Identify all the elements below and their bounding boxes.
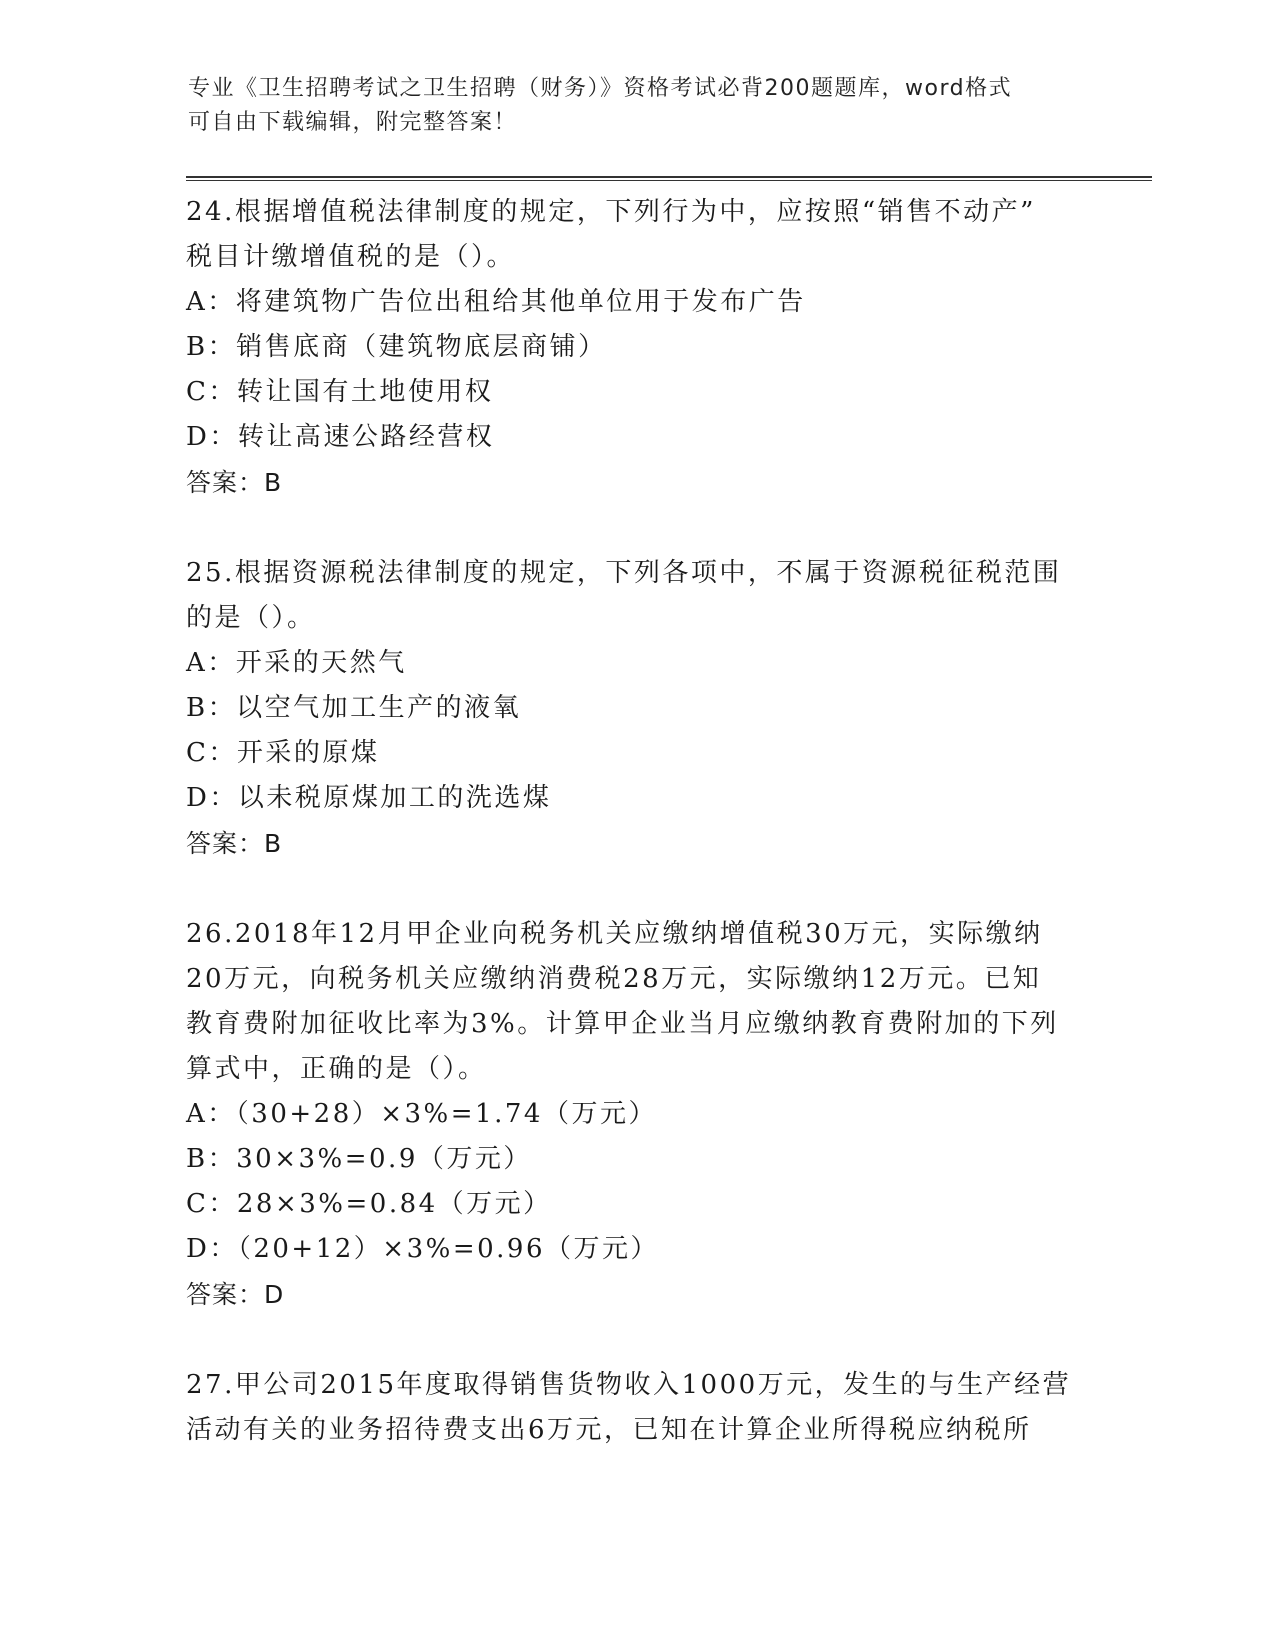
question-stem-line: 税目计缴增值税的是（）。 [186,242,516,272]
option-d: D：以未税原煤加工的洗选煤 [186,783,552,813]
option-c: C：28×3%=0.84（万元） [186,1189,552,1219]
question-stem-line: 活动有关的业务招待费支出6万元，已知在计算企业所得税应纳税所 [186,1415,1032,1445]
option-b: B：以空气加工生产的液氧 [186,693,522,723]
option-c: C：转让国有土地使用权 [186,377,494,407]
question-list [186,190,1086,1499]
question-stem-line: 25.根据资源税法律制度的规定，下列各项中，不属于资源税征税范围 [186,558,1062,588]
question-24 [186,190,1086,505]
question-stem-line: 24.根据增值税法律制度的规定，下列行为中，应按照“销售不动产” [186,197,1036,227]
question-stem-line: 教育费附加征收比率为3%。计算甲企业当月应缴纳教育费附加的下列 [186,1009,1059,1039]
option-a: A：开采的天然气 [186,648,407,678]
option-c: C：开采的原煤 [186,738,380,768]
option-d: D：转让高速公路经营权 [186,422,495,452]
header-line-1: 专业《卫生招聘考试之卫生招聘（财务）》资格考试必背200题题库，word格式 [188,76,1013,101]
question-stem-line: 20万元，向税务机关应缴纳消费税28万元，实际缴纳12万元。已知 [186,964,1042,994]
answer: 答案：B [186,468,283,497]
question-27 [186,1363,1086,1453]
answer: 答案：D [186,1280,285,1309]
question-25 [186,551,1086,866]
header-rule [186,176,1152,181]
option-b: B：销售底商（建筑物底层商铺） [186,332,607,362]
question-stem-line: 26.2018年12月甲企业向税务机关应缴纳增值税30万元，实际缴纳 [186,919,1043,949]
option-a: A：将建筑物广告位出租给其他单位用于发布广告 [186,287,806,317]
question-stem-line: 的是（）。 [186,603,316,633]
option-a: A：（30+28）×3%=1.74（万元） [186,1099,657,1129]
question-stem-line: 算式中，正确的是（）。 [186,1054,487,1084]
option-d: D：（20+12）×3%=0.96（万元） [186,1234,660,1264]
header-line-2: 可自由下载编辑，附完整答案！ [188,110,518,135]
question-stem-line: 27.甲公司2015年度取得销售货物收入1000万元，发生的与生产经营 [186,1370,1072,1400]
option-b: B：30×3%=0.9（万元） [186,1144,532,1174]
answer: 答案：B [186,829,283,858]
page-header [188,72,1068,140]
question-26 [186,912,1086,1317]
